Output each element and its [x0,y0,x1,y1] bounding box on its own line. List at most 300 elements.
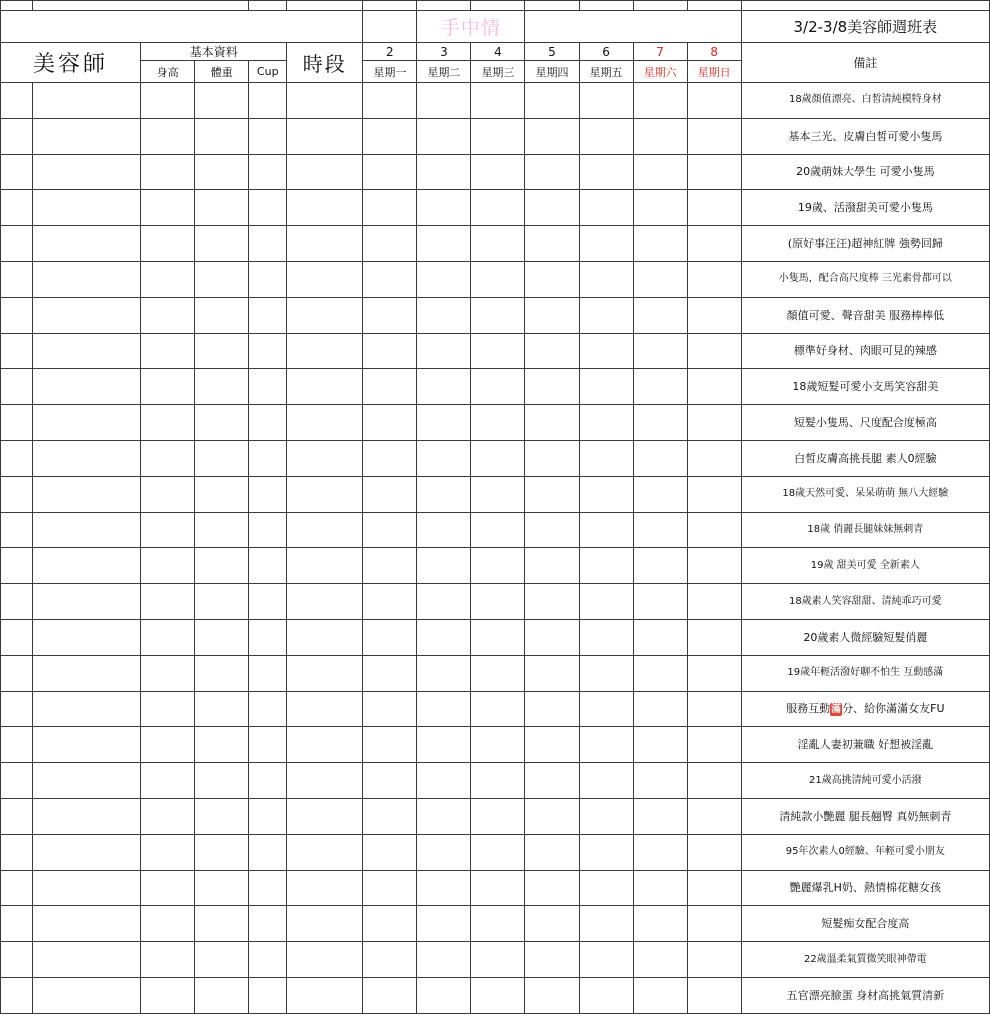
day-cell-empty[interactable] [633,619,687,655]
day-cell-marked[interactable] [579,297,633,333]
table-row[interactable] [1,942,990,978]
day-cell-marked[interactable] [417,476,471,512]
day-cell-empty[interactable] [417,405,471,441]
day-cell-empty[interactable] [525,405,579,441]
day-cell-marked[interactable] [417,333,471,369]
table-row[interactable] [1,476,990,512]
row-name[interactable] [33,906,141,942]
day-cell-marked[interactable] [687,870,741,906]
row-name[interactable] [33,834,141,870]
day-cell-marked[interactable] [471,297,525,333]
day-cell-empty[interactable] [687,691,741,727]
day-cell-marked[interactable] [525,476,579,512]
day-cell-marked[interactable] [525,190,579,226]
table-row[interactable] [1,440,990,476]
day-cell-marked[interactable] [417,584,471,620]
day-cell-marked[interactable] [417,297,471,333]
day-cell-empty[interactable] [633,584,687,620]
day-cell-empty[interactable] [579,977,633,1013]
strip-cell [471,1,525,11]
day-cell-empty[interactable] [363,83,417,119]
row-shift [287,83,363,119]
day-cell-marked[interactable] [633,512,687,548]
header-shift: 時段 [287,43,363,83]
strip-cell [687,1,741,11]
day-cell-marked[interactable] [471,190,525,226]
table-row[interactable] [1,691,990,727]
day-cell-marked[interactable] [417,118,471,154]
day-cell-empty[interactable] [579,727,633,763]
row-shift [287,619,363,655]
day-cell-empty[interactable] [471,548,525,584]
day-cell-empty[interactable] [363,548,417,584]
day-cell-empty[interactable] [363,297,417,333]
table-row[interactable] [1,906,990,942]
header-day-num-1: 3 [417,43,471,61]
day-cell-empty[interactable] [471,154,525,190]
day-cell-marked[interactable] [633,906,687,942]
day-cell-empty[interactable] [687,655,741,691]
day-cell-marked[interactable] [525,584,579,620]
day-cell-empty[interactable] [687,83,741,119]
day-cell-empty[interactable] [363,226,417,262]
day-cell-empty[interactable] [579,154,633,190]
table-row[interactable] [1,798,990,834]
day-cell-marked[interactable] [579,333,633,369]
day-cell-marked[interactable] [363,798,417,834]
day-cell-empty[interactable] [417,834,471,870]
row-note: 白皙皮膚高挑長腿 素人0經驗 [741,440,989,476]
strip-cell [741,1,989,11]
day-cell-empty[interactable] [363,727,417,763]
day-cell-marked[interactable] [579,440,633,476]
day-cell-marked[interactable] [525,870,579,906]
row-weight [195,369,249,405]
day-cell-empty[interactable] [687,190,741,226]
day-cell-marked[interactable] [363,333,417,369]
day-cell-empty[interactable] [363,977,417,1013]
day-cell-empty[interactable] [633,977,687,1013]
row-cup [249,977,287,1013]
row-note: 五官漂亮臉蛋 身材高挑氣質清新 [741,977,989,1013]
day-cell-empty[interactable] [633,190,687,226]
row-height [141,118,195,154]
row-cup [249,870,287,906]
day-cell-marked[interactable] [633,440,687,476]
day-cell-empty[interactable] [579,691,633,727]
day-cell-marked[interactable] [633,763,687,799]
table-row[interactable] [1,727,990,763]
day-cell-empty[interactable] [687,297,741,333]
day-cell-empty[interactable] [417,369,471,405]
day-cell-empty[interactable] [363,154,417,190]
day-cell-empty[interactable] [417,619,471,655]
day-cell-marked[interactable] [417,440,471,476]
row-name[interactable] [33,226,141,262]
day-cell-empty[interactable] [363,261,417,297]
day-cell-marked[interactable] [471,870,525,906]
table-row[interactable] [1,405,990,441]
day-cell-empty[interactable] [579,369,633,405]
row-name[interactable] [33,261,141,297]
day-cell-empty[interactable] [363,655,417,691]
row-name[interactable] [33,798,141,834]
header-day-name-0: 星期一 [363,61,417,83]
day-cell-empty[interactable] [633,548,687,584]
day-cell-marked[interactable] [633,297,687,333]
day-cell-empty[interactable] [687,154,741,190]
day-cell-empty[interactable] [471,405,525,441]
row-name[interactable] [33,154,141,190]
day-cell-marked[interactable] [633,333,687,369]
table-row[interactable] [1,763,990,799]
day-cell-empty[interactable] [579,655,633,691]
strip-cell [579,1,633,11]
day-cell-empty[interactable] [633,798,687,834]
header-beautician: 美容師 [1,43,141,83]
row-height [141,655,195,691]
day-cell-marked[interactable] [363,440,417,476]
row-weight [195,548,249,584]
table-row[interactable] [1,834,990,870]
day-cell-empty[interactable] [633,655,687,691]
day-cell-empty[interactable] [417,226,471,262]
day-cell-marked[interactable] [525,297,579,333]
day-cell-empty[interactable] [417,798,471,834]
day-cell-marked[interactable] [687,440,741,476]
day-cell-empty[interactable] [525,369,579,405]
row-age [1,83,33,119]
day-cell-marked[interactable] [471,226,525,262]
day-cell-empty[interactable] [525,261,579,297]
day-cell-empty[interactable] [633,942,687,978]
strip-cell [363,1,417,11]
day-cell-marked[interactable] [471,584,525,620]
row-name[interactable] [33,476,141,512]
day-cell-empty[interactable] [687,405,741,441]
day-cell-empty[interactable] [417,727,471,763]
row-height [141,619,195,655]
day-cell-empty[interactable] [417,691,471,727]
row-weight [195,405,249,441]
table-row[interactable] [1,297,990,333]
day-cell-empty[interactable] [525,83,579,119]
day-cell-empty[interactable] [687,226,741,262]
day-cell-marked[interactable] [525,440,579,476]
day-cell-empty[interactable] [525,154,579,190]
day-cell-empty[interactable] [525,548,579,584]
day-cell-marked[interactable] [633,870,687,906]
table-row[interactable] [1,548,990,584]
day-cell-empty[interactable] [525,655,579,691]
header-note: 備註 [741,43,989,83]
row-weight [195,942,249,978]
row-name[interactable] [33,333,141,369]
row-note: 顏值可愛、聲音甜美 服務棒棒低 [741,297,989,333]
row-name[interactable] [33,369,141,405]
day-cell-empty[interactable] [633,118,687,154]
day-cell-marked[interactable] [525,333,579,369]
day-cell-marked[interactable] [417,870,471,906]
row-name[interactable] [33,190,141,226]
day-cell-marked[interactable] [417,763,471,799]
day-cell-empty[interactable] [471,118,525,154]
row-name[interactable] [33,619,141,655]
day-cell-empty[interactable] [525,619,579,655]
table-row[interactable] [1,870,990,906]
day-cell-empty[interactable] [417,906,471,942]
header-day-name-4: 星期五 [579,61,633,83]
day-cell-empty[interactable] [525,691,579,727]
day-cell-empty[interactable] [417,548,471,584]
day-cell-empty[interactable] [525,798,579,834]
table-row[interactable] [1,118,990,154]
day-cell-marked[interactable] [579,512,633,548]
row-weight [195,691,249,727]
day-cell-empty[interactable] [525,118,579,154]
day-cell-empty[interactable] [579,942,633,978]
header-height: 身高 [141,61,195,83]
day-cell-empty[interactable] [633,691,687,727]
day-cell-empty[interactable] [471,655,525,691]
day-cell-empty[interactable] [579,118,633,154]
day-cell-marked[interactable] [471,798,525,834]
day-cell-empty[interactable] [687,333,741,369]
day-cell-empty[interactable] [579,261,633,297]
day-cell-marked[interactable] [363,870,417,906]
day-cell-marked[interactable] [471,440,525,476]
day-cell-empty[interactable] [417,977,471,1013]
row-name[interactable] [33,691,141,727]
row-shift [287,154,363,190]
day-cell-empty[interactable] [687,118,741,154]
day-cell-empty[interactable] [525,942,579,978]
day-cell-marked[interactable] [471,333,525,369]
row-shift [287,476,363,512]
day-cell-marked[interactable] [687,906,741,942]
row-age [1,655,33,691]
day-cell-empty[interactable] [579,83,633,119]
day-cell-marked[interactable] [471,906,525,942]
day-cell-marked[interactable] [525,226,579,262]
strip-cell [417,1,471,11]
day-cell-empty[interactable] [525,727,579,763]
day-cell-empty[interactable] [687,834,741,870]
day-cell-empty[interactable] [363,619,417,655]
day-cell-empty[interactable] [471,727,525,763]
day-cell-empty[interactable] [471,512,525,548]
day-cell-empty[interactable] [687,727,741,763]
day-cell-marked[interactable] [579,798,633,834]
row-shift [287,118,363,154]
row-note: 19歲、活潑甜美可愛小隻馬 [741,190,989,226]
day-cell-empty[interactable] [417,512,471,548]
row-name[interactable] [33,297,141,333]
table-row[interactable] [1,369,990,405]
title-row [1,11,990,43]
row-weight [195,834,249,870]
row-name[interactable] [33,512,141,548]
day-cell-empty[interactable] [687,798,741,834]
day-cell-marked[interactable] [417,190,471,226]
row-name[interactable] [33,548,141,584]
day-cell-empty[interactable] [363,369,417,405]
table-row[interactable] [1,190,990,226]
day-cell-empty[interactable] [471,83,525,119]
table-row[interactable] [1,619,990,655]
day-cell-empty[interactable] [579,548,633,584]
day-cell-empty[interactable] [687,977,741,1013]
day-cell-empty[interactable] [579,834,633,870]
day-cell-empty[interactable] [417,942,471,978]
day-cell-empty[interactable] [471,369,525,405]
row-name[interactable] [33,118,141,154]
row-note: 18歲天然可愛、呆呆萌萌 無八大經驗 [741,476,989,512]
day-cell-empty[interactable] [417,154,471,190]
row-note: 19歲 甜美可愛 全新素人 [741,548,989,584]
day-cell-empty[interactable] [417,655,471,691]
row-note: 基本三光、皮膚白皙可愛小隻馬 [741,118,989,154]
row-height [141,512,195,548]
day-cell-empty[interactable] [687,619,741,655]
row-age [1,154,33,190]
day-cell-empty[interactable] [687,369,741,405]
day-cell-marked[interactable] [579,906,633,942]
row-note: 18歲短髮可愛小支馬笑容甜美 [741,369,989,405]
row-cup [249,834,287,870]
header-basic-info: 基本資料 [141,43,287,61]
day-cell-marked[interactable] [363,190,417,226]
table-row[interactable] [1,226,990,262]
day-cell-empty[interactable] [633,83,687,119]
table-row[interactable] [1,512,990,548]
day-cell-empty[interactable] [633,226,687,262]
day-cell-empty[interactable] [687,763,741,799]
day-cell-marked[interactable] [525,512,579,548]
day-cell-empty[interactable] [633,834,687,870]
day-cell-marked[interactable] [633,476,687,512]
day-cell-empty[interactable] [417,83,471,119]
day-cell-empty[interactable] [687,261,741,297]
row-name[interactable] [33,655,141,691]
table-row[interactable] [1,83,990,119]
row-height [141,154,195,190]
row-name[interactable] [33,83,141,119]
row-cup [249,906,287,942]
row-cup [249,584,287,620]
row-height [141,476,195,512]
strip-cell [525,1,579,11]
table-row[interactable] [1,154,990,190]
day-cell-empty[interactable] [633,727,687,763]
day-cell-empty[interactable] [471,977,525,1013]
table-row[interactable] [1,977,990,1013]
day-cell-empty[interactable] [579,226,633,262]
day-cell-empty[interactable] [687,476,741,512]
table-row[interactable] [1,261,990,297]
day-cell-marked[interactable] [579,190,633,226]
day-cell-marked[interactable] [579,763,633,799]
day-cell-empty[interactable] [363,691,417,727]
day-cell-empty[interactable] [687,548,741,584]
day-cell-empty[interactable] [633,261,687,297]
row-shift [287,190,363,226]
header-day-num-0: 2 [363,43,417,61]
row-note: (原好事汪汪)超神紅牌 強勢回歸 [741,226,989,262]
row-name[interactable] [33,405,141,441]
row-note: 清純款小艷麗 腿長翹臀 真奶無刺青 [741,798,989,834]
day-cell-empty[interactable] [363,906,417,942]
row-name[interactable] [33,870,141,906]
row-name[interactable] [33,584,141,620]
day-cell-empty[interactable] [579,619,633,655]
day-cell-empty[interactable] [633,154,687,190]
row-height [141,261,195,297]
strip-cell [633,1,687,11]
row-name[interactable] [33,977,141,1013]
day-cell-marked[interactable] [363,118,417,154]
row-cup [249,405,287,441]
day-cell-empty[interactable] [687,512,741,548]
row-age [1,190,33,226]
day-cell-empty[interactable] [687,942,741,978]
day-cell-empty[interactable] [471,691,525,727]
day-cell-empty[interactable] [471,261,525,297]
row-note [741,691,989,727]
day-cell-empty[interactable] [525,763,579,799]
day-cell-empty[interactable] [525,977,579,1013]
day-cell-empty[interactable] [471,763,525,799]
row-weight [195,727,249,763]
day-cell-empty[interactable] [363,834,417,870]
row-name[interactable] [33,942,141,978]
day-cell-empty[interactable] [471,834,525,870]
day-cell-marked[interactable] [579,870,633,906]
row-name[interactable] [33,727,141,763]
day-cell-marked[interactable] [363,763,417,799]
day-cell-empty[interactable] [633,369,687,405]
row-shift [287,405,363,441]
day-cell-empty[interactable] [417,261,471,297]
day-cell-marked[interactable] [579,584,633,620]
day-cell-empty[interactable] [471,942,525,978]
row-height [141,226,195,262]
day-cell-empty[interactable] [363,584,417,620]
day-cell-marked[interactable] [579,476,633,512]
header-day-num-2: 4 [471,43,525,61]
day-cell-empty[interactable] [579,405,633,441]
table-row[interactable] [1,333,990,369]
day-cell-empty[interactable] [525,834,579,870]
day-cell-empty[interactable] [525,906,579,942]
day-cell-empty[interactable] [471,619,525,655]
row-note: 18歲 俏麗長腿妹妹無刺青 [741,512,989,548]
day-cell-marked[interactable] [687,584,741,620]
row-height [141,906,195,942]
day-cell-empty[interactable] [471,476,525,512]
table-row[interactable] [1,584,990,620]
day-cell-empty[interactable] [363,512,417,548]
day-cell-empty[interactable] [363,476,417,512]
day-cell-empty[interactable] [363,942,417,978]
row-height [141,691,195,727]
full-score-badge: 滿 [831,703,842,715]
day-cell-empty[interactable] [363,405,417,441]
row-name[interactable] [33,440,141,476]
row-name[interactable] [33,763,141,799]
table-row[interactable] [1,655,990,691]
day-cell-empty[interactable] [633,405,687,441]
